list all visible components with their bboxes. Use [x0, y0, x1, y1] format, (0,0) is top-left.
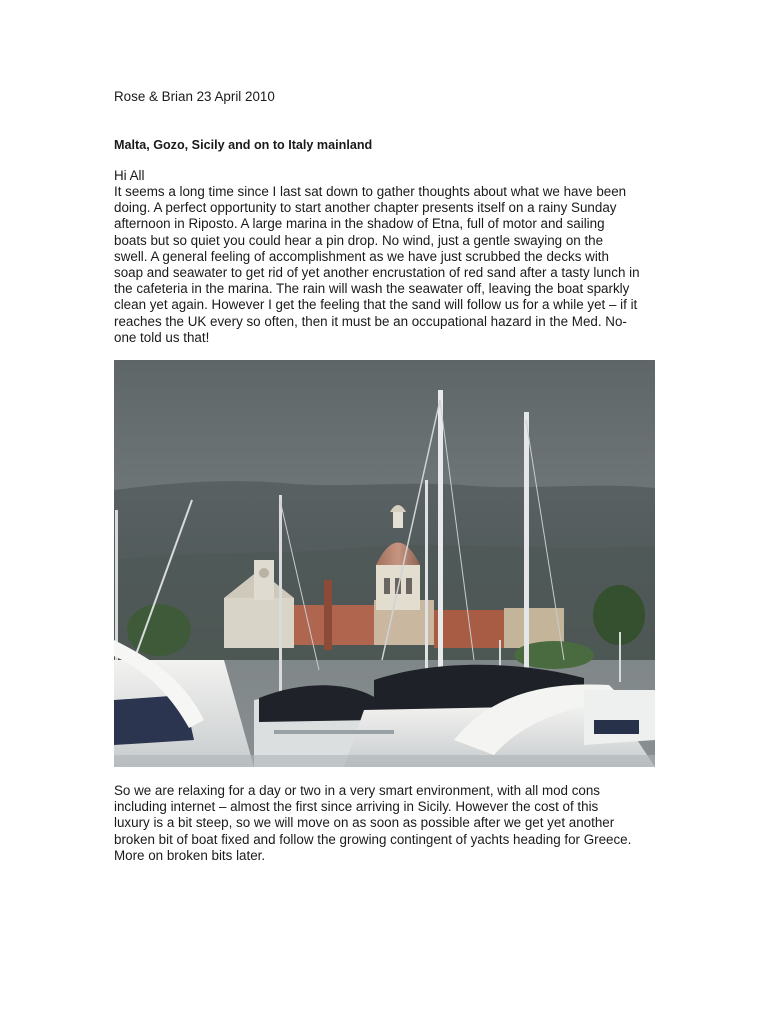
paragraph-line: So we are relaxing for a day or two in a very smart environment, with all mod cons — [114, 783, 600, 798]
marina-photo — [114, 360, 655, 767]
paragraph-line: the cafeteria in the marina. The rain will wash the seawater off, leaving the boat sparkly — [114, 281, 630, 297]
paragraph-line: It seems a long time since I last sat down to gather thoughts about what we have been — [114, 184, 627, 199]
paragraph-line: doing. A perfect opportunity to start another chapter presents itself on a rainy Sunday — [114, 200, 617, 216]
paragraph-line: clean yet again. However I get the feeling that the sand will follow us for a while yet – if it — [114, 297, 638, 313]
paragraph-line: broken bit of boat fixed and follow the growing contingent of yachts heading for Greece. — [114, 831, 632, 847]
paragraph-line: soap and seawater to get rid of yet another encrustation of red sand after a tasty lunch in — [114, 265, 640, 281]
paragraph-line: More on broken bits later. — [114, 847, 266, 863]
paragraph-line: boats but so quiet you could hear a pin drop. No wind, just a gentle swaying on the — [114, 232, 604, 248]
paragraph-line: one told us that! — [114, 329, 210, 345]
paragraph-line: afternoon in Riposto. A large marina in the shadow of Etna, full of motor and sailing — [114, 216, 605, 232]
paragraph-line: including internet – almost the first since arriving in Sicily. However the cost of this — [114, 799, 599, 815]
paragraph-line: swell. A general feeling of accomplishment as we have just scrubbed the decks with — [114, 248, 609, 264]
greeting: Hi All — [114, 168, 145, 183]
paragraph-1 — [114, 184, 674, 346]
paragraph-line: luxury is a bit steep, so we will move on as soon as possible after we get yet another — [114, 815, 615, 831]
paragraph-2 — [114, 783, 674, 864]
heading: Malta, Gozo, Sicily and on to Italy mainland — [114, 138, 373, 152]
dateline: Rose & Brian 23 April 2010 — [114, 89, 275, 104]
paragraph-line: reaches the UK every so often, then it must be an occupational hazard in the Med. No- — [114, 313, 627, 329]
